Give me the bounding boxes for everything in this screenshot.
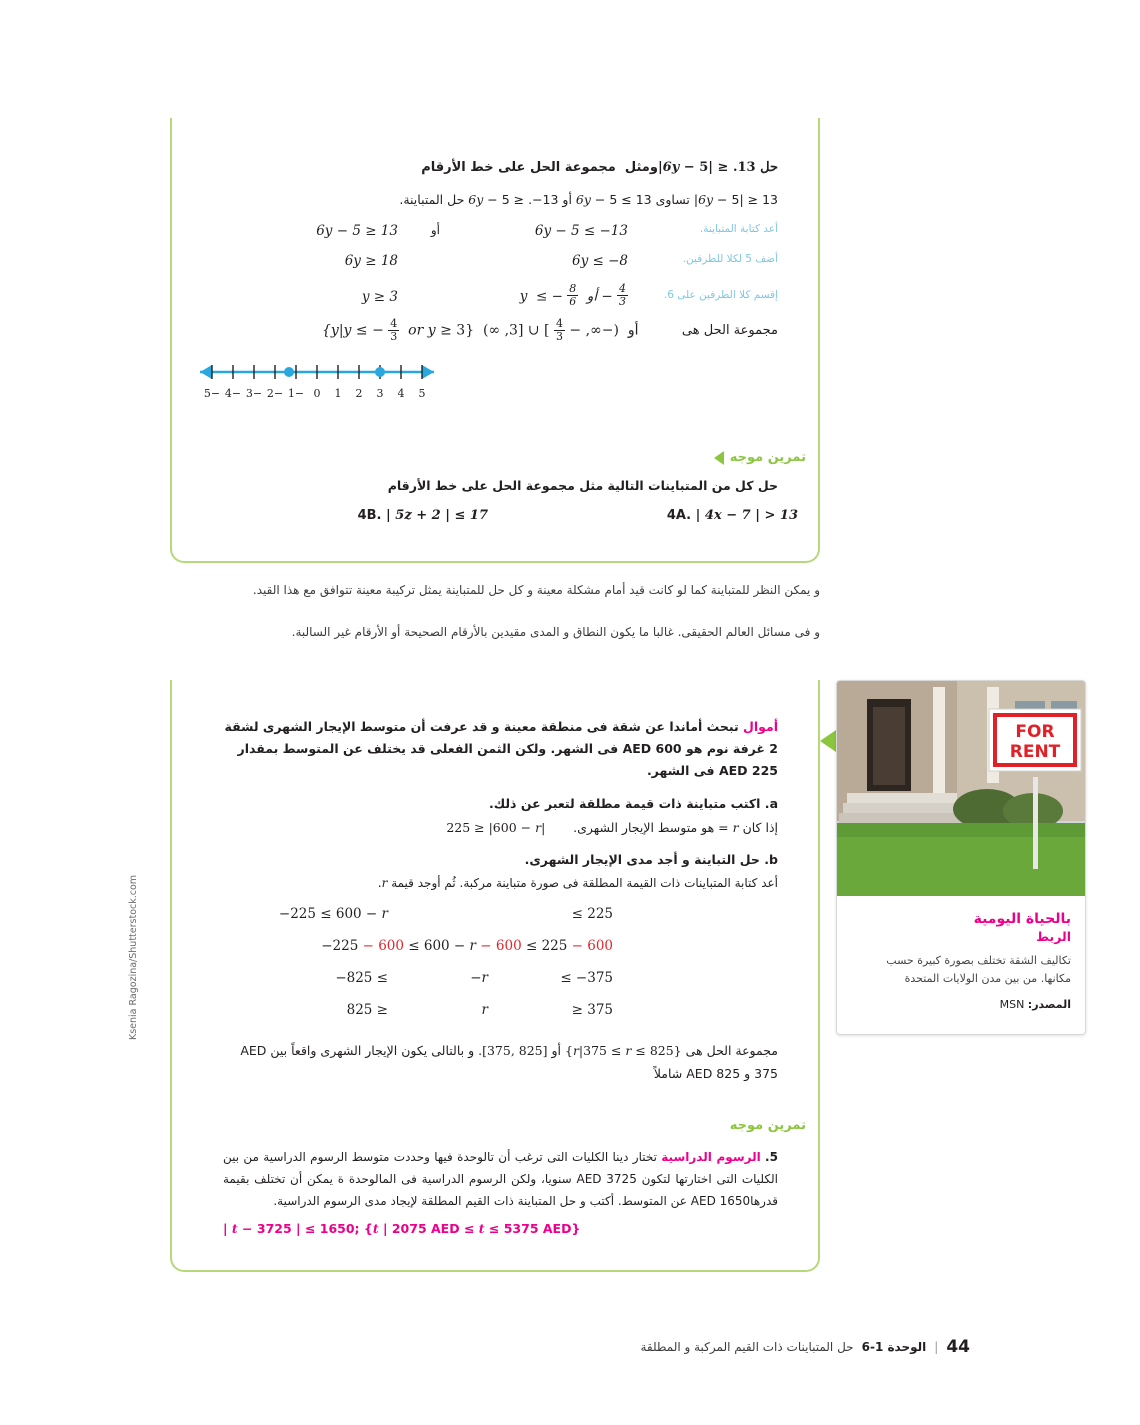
work-mid: y ≤ − $\frac{8}{6}$ أو − $\frac{4}{3}$ <box>519 282 626 308</box>
example5-part-a-solution: إذا كان r = هو متوسط الإيجار الشهرى. 225 ≥ |600 − r| <box>446 820 778 835</box>
page-number: 44 <box>946 1337 970 1357</box>
real-world-title: بالحياة اليومية <box>973 911 1071 927</box>
calc-mid: −r <box>470 970 488 986</box>
work-row <box>172 283 818 323</box>
page-footer <box>640 1337 970 1357</box>
work-or: أو <box>430 223 440 237</box>
footer-separator: | <box>934 1340 939 1354</box>
calc-row <box>172 906 818 938</box>
guided-answer: | t − 3725 | ≤ 1650; {t | 2075 AED ≤ t ≤ 5375 AED} <box>223 1220 581 1236</box>
work-note: أضف 5 لكلا للطرفين. <box>682 253 778 265</box>
example5-part-b: b. حل التباينة و أجد مدى الإيجار الشهرى. <box>524 852 778 867</box>
sidebar-pointer-arrow <box>820 730 836 752</box>
example5-part-b-sub: أعد كتابة المتباينات ذات القيمة المطلقة فى صورة متباينة مركبة. ثُم أوجد قيمة r. <box>377 876 778 890</box>
guided-item-4b: 4B. | 5z + 2 | ≤ 17 <box>357 508 488 523</box>
work-note: أعد كتابة المتباينة. <box>699 223 778 235</box>
example4-question: حل 13. ≤ |6y − 5|ومثل مجموعة الحل على خط الأرقام <box>421 160 778 175</box>
real-world-subtitle: الربط <box>1036 928 1071 944</box>
work-mid: 6y ≤ −8 <box>571 253 628 269</box>
example5-calculation <box>172 906 818 1034</box>
paragraph-1: و يمكن النظر للمتباينة كما لو كانت قيد أمام مشكلة معينة و كل حل للمتباينة يمثل تركيبة معينة تتوافق مع هذا القيد. <box>252 583 820 597</box>
footer-title: حل المتباينات ذات القيم المركبة و المطلقة <box>640 1340 854 1354</box>
guided-practice-title: تمرين موجه <box>729 1118 806 1133</box>
svg-text:−4: −4 <box>224 387 242 400</box>
work-row <box>172 253 818 283</box>
svg-text:−2: −2 <box>266 387 284 400</box>
example5-guided-body <box>223 1146 778 1240</box>
work-row <box>172 223 818 253</box>
example4-guided-instruction: حل كل من المتباينات التالية مثل مجموعة الحل على خط الأرقام <box>387 478 778 493</box>
house-photo <box>837 681 1086 896</box>
svg-text:RENT: RENT <box>1009 742 1061 762</box>
example4-solution-label: مجموعة الحل هى <box>681 323 778 338</box>
photo-credit: Ksenia Ragozina/Shutterstock.com <box>128 874 139 1040</box>
svg-text:−5: −5 <box>203 387 221 400</box>
calc-row <box>172 970 818 1002</box>
example5-solution: مجموعة الحل هى {r|375 ≤ r ≤ 825} أو [375, 825]. و بالتالى يكون الإيجار الشهرى واقعاً بين AED 375 و AED 825 شاملاً <box>240 1043 778 1081</box>
example4-guided-items <box>172 508 818 538</box>
example4-line2: 13 ≤ |6y − 5| تساوى 13 ≥ 6y − 5 أو 13−. ≤ 6y − 5 حل المتباينة. <box>399 192 778 207</box>
svg-text:FOR: FOR <box>1015 722 1055 742</box>
source-value: MSN <box>999 998 1025 1012</box>
calc-left: −225 ≤ 600 − r <box>278 906 388 922</box>
paragraph-2: و فى مسائل العالم الحقيقى. غالبا ما يكون النطاق و المدى مقيدين بالأرقام الصحيحة أو الأرقام غير السالبة. <box>291 625 820 639</box>
example4-box <box>170 118 820 563</box>
svg-text:3: 3 <box>376 387 384 400</box>
example5-guided-tab <box>724 1118 806 1133</box>
real-world-source <box>853 998 1071 1011</box>
calc-row <box>172 1002 818 1034</box>
calc-left: −825 ≤ <box>335 970 388 986</box>
example5-body-text: تبحث أماندا عن شقة فى منطقة معينة و قد عرفت أن متوسط الإيجار الشهرى لشقة 2 غرفة نوم هو AED 600 فى الشهر. ولكن الثمن الفعلى قد يختلف عن المتوسط بمقدار AED 225 فى الشهر. <box>224 719 778 778</box>
example4-guided-tab <box>714 450 806 465</box>
calc-right: ≥ 375 <box>571 1002 613 1018</box>
calc-right: ≤ 225 <box>571 906 613 922</box>
svg-text:0: 0 <box>313 387 321 400</box>
work-left: 6y − 5 ≥ 13 <box>316 223 398 239</box>
example4-solution-set: {y|y ≤ − $\frac{4}{3}$ or y ≥ 3} أو (−∞, − $\frac{4}{3}$ ] ∪ [3, ∞) <box>322 317 639 343</box>
svg-text:−3: −3 <box>245 387 263 400</box>
calc-full: −225 − 600 ≤ 600 − r − 600 ≤ 225 − 600 <box>321 938 613 954</box>
example5-part-a: a. اكتب متباينة ذات قيمة مطلقة لتعبر عن ذلك. <box>488 796 778 811</box>
calc-right: ≤ −375 <box>560 970 613 986</box>
work-mid: 6y − 5 ≤ −13 <box>534 223 628 239</box>
svg-text:1: 1 <box>334 387 342 400</box>
work-left: y ≥ 3 <box>361 289 398 305</box>
source-label: المصدر: <box>1027 998 1071 1012</box>
example4-number-line <box>182 354 452 406</box>
example5-box <box>170 680 820 1272</box>
triangle-icon <box>714 451 724 465</box>
guided-bold-lead: الرسوم الدراسية <box>661 1150 761 1164</box>
example5-lead-word: أموال <box>743 719 778 734</box>
guided-item-4a: 4A. | 4x − 7 | > 13 <box>666 508 798 523</box>
svg-text:5: 5 <box>418 387 426 400</box>
example5-body <box>218 716 778 782</box>
svg-text:4: 4 <box>397 387 405 400</box>
work-left: 6y ≥ 18 <box>344 253 398 269</box>
real-world-sidebar <box>836 680 1086 1035</box>
calc-row <box>172 938 818 970</box>
real-world-body: تكاليف الشقة تختلف بصورة كبيرة حسب مكانها. من بين مدن الولايات المتحدة <box>886 953 1071 986</box>
real-world-text <box>837 896 1086 1025</box>
calc-mid: r <box>481 1002 488 1018</box>
guided-practice-title: تمرين موجه <box>729 450 806 465</box>
calc-left: 825 ≥ <box>346 1002 388 1018</box>
guided-item-number: 5. <box>765 1150 778 1164</box>
svg-text:−1: −1 <box>287 387 305 400</box>
footer-unit: الوحدة 1-6 <box>861 1340 927 1354</box>
svg-text:2: 2 <box>355 387 363 400</box>
work-note: إقسم كلا الطرفين على 6. <box>663 289 778 301</box>
example4-worksteps <box>172 223 818 323</box>
guided-text: تختار دينا الكليات التى ترغب أن تالوحدة فيها وحددت متوسط الرسوم الدراسية من بين الكليات التى اختارتها لتكون AED 3725 سنويا، ولكن الرسوم الدراسية فى المالوحدة ة يمكن أن تختلف بقيمة قدرهاAED 1650 عن المتوسط. أكتب و حل المتباينة ذات القيم المطلقة لإيجاد مدى الرسوم الدراسية. <box>223 1150 778 1209</box>
